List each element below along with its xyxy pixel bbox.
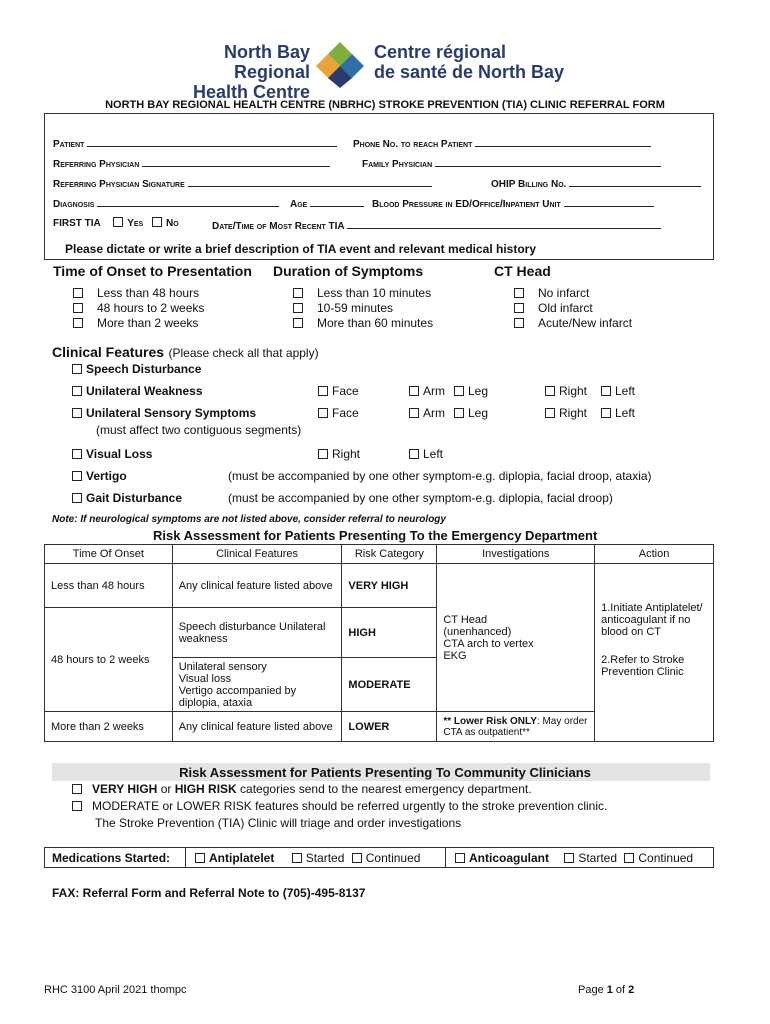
high-risk-text: HIGH RISK [174, 782, 237, 796]
onset-option[interactable] [73, 301, 204, 316]
clinical-title: Clinical Features [52, 344, 165, 360]
checkbox[interactable] [455, 853, 465, 863]
sensory-face[interactable] [318, 406, 359, 420]
option-label: More than 2 weeks [97, 316, 199, 330]
onset-option[interactable] [73, 316, 204, 331]
ohip-label: OHIP Billing No. [491, 179, 567, 190]
sensory-note: (must affect two contiguous segments) [96, 423, 302, 437]
checkbox[interactable] [72, 493, 82, 503]
duration-option[interactable] [293, 316, 433, 331]
checkbox[interactable] [352, 853, 362, 863]
table-cell [437, 712, 595, 742]
sensory-right[interactable] [545, 406, 587, 420]
patient-field[interactable] [87, 136, 337, 147]
page-pre: Page [578, 984, 607, 996]
family-physician-field[interactable] [435, 156, 661, 167]
checkbox[interactable] [454, 408, 464, 418]
checkbox[interactable] [318, 408, 328, 418]
clinical-subtitle: (Please check all that apply) [168, 346, 319, 360]
option-label: Vertigo [86, 469, 127, 483]
sensory-arm[interactable] [409, 406, 445, 420]
table-cell: More than 2 weeks [45, 712, 173, 742]
table-cell: LOWER [342, 712, 437, 742]
option-label: Antiplatelet [209, 851, 275, 865]
checkbox[interactable] [514, 318, 524, 328]
option-label: Visual Loss [86, 447, 153, 461]
table-header: Time Of Onset [45, 545, 173, 564]
checkbox[interactable] [409, 449, 419, 459]
table-row [45, 564, 714, 608]
option-label: Continued [365, 851, 421, 865]
table-cell: HIGH [342, 608, 437, 658]
checkbox[interactable] [72, 449, 82, 459]
option-label: Less than 48 hours [97, 286, 200, 300]
onset-option[interactable] [73, 286, 204, 301]
weakness-face[interactable] [318, 384, 359, 398]
table-cell: MODERATE [342, 658, 437, 712]
bp-field[interactable] [564, 196, 654, 207]
logo-mark-icon [312, 40, 368, 88]
checkbox[interactable] [545, 386, 555, 396]
checkbox[interactable] [564, 853, 574, 863]
checkbox[interactable] [72, 364, 82, 374]
option-label: Speech Disturbance [86, 362, 202, 376]
visual-right[interactable] [318, 447, 360, 461]
ohip-field[interactable] [569, 176, 701, 187]
option-label: MODERATE or LOWER RISK features should be referred urgently to the stroke prevention clinic. [92, 799, 608, 813]
option-label: Arm [423, 384, 445, 398]
ct-title: CT Head [494, 263, 551, 279]
action-2: 2.Refer to Stroke Prevention Clinic [601, 654, 685, 678]
gait-option[interactable] [72, 491, 182, 505]
option-label: Left [615, 406, 636, 420]
action-1: 1.Initiate Antiplatelet/ anticoagulant if no blood on CT [601, 602, 703, 638]
option-label: Face [332, 384, 359, 398]
option-label: Less than 10 minutes [317, 286, 432, 300]
onset-title: Time of Onset to Presentation [53, 263, 252, 279]
duration-title: Duration of Symptoms [273, 263, 424, 279]
weakness-left[interactable] [601, 384, 635, 398]
checkbox[interactable] [73, 288, 83, 298]
diagnosis-field[interactable] [97, 196, 279, 207]
no-label: No [165, 218, 179, 229]
option-label: Right [559, 406, 588, 420]
checkbox[interactable] [624, 853, 634, 863]
checkbox[interactable] [113, 217, 123, 227]
table-cell: Any clinical feature listed above [172, 564, 342, 608]
yes-label: Yes [127, 218, 144, 229]
duration-option[interactable] [293, 301, 433, 316]
org-name-en-1: North Bay Regional [223, 42, 310, 82]
community-title: Risk Assessment for Patients Presenting To Community Clinicians [179, 765, 591, 780]
community-line-3: The Stroke Prevention (TIA) Clinic will triage and order investigations [95, 816, 462, 830]
org-name-fr-1: Centre régional [374, 42, 507, 62]
option-label: Left [423, 447, 444, 461]
option-label: Leg [468, 406, 489, 420]
checkbox[interactable] [409, 408, 419, 418]
community-option-2[interactable] [72, 799, 607, 813]
checkbox[interactable] [195, 853, 205, 863]
logo [160, 40, 620, 102]
weakness-right[interactable] [545, 384, 587, 398]
anticoagulant-started[interactable] [564, 851, 617, 865]
page-of: of [612, 984, 629, 996]
table-cell: Unilateral sensory Visual loss Vertigo accompanied by diplopia, ataxia [172, 658, 342, 712]
ct-option[interactable] [514, 286, 632, 301]
table-header: Investigations [437, 545, 595, 564]
checkbox[interactable] [72, 471, 82, 481]
option-label: Unilateral Sensory Symptoms [86, 406, 257, 420]
lower-risk-bold: ** Lower Risk ONLY [443, 715, 537, 727]
signature-field[interactable] [188, 176, 432, 187]
family-physician-label: Family Physician [362, 159, 433, 170]
first-tia-no[interactable] [152, 218, 179, 229]
checkbox[interactable] [514, 288, 524, 298]
option-label: Unilateral Weakness [86, 384, 203, 398]
checkbox[interactable] [152, 217, 162, 227]
vertigo-note: (must be accompanied by one other symptom-e.g. diplopia, facial droop, ataxia) [228, 469, 652, 483]
patient-label: Patient [53, 139, 85, 150]
ed-risk-table [44, 544, 714, 742]
referring-physician-label: Referring Physician [53, 159, 140, 170]
referring-physician-field[interactable] [142, 156, 330, 167]
gait-note: (must be accompanied by one other symptom-e.g. diplopia, facial droop) [228, 491, 613, 505]
checkbox[interactable] [72, 408, 82, 418]
table-cell: Less than 48 hours [45, 564, 173, 608]
form-title: NORTH BAY REGIONAL HEALTH CENTRE (NBRHC) STROKE PREVENTION (TIA) CLINIC REFERRAL FORM [105, 99, 665, 111]
ct-option[interactable] [514, 301, 632, 316]
sensory-leg[interactable] [454, 406, 488, 420]
page-num: 1 [606, 984, 613, 996]
checkbox[interactable] [318, 386, 328, 396]
page-total: 2 [628, 984, 635, 996]
bp-label: Blood Pressure in ED/Office/Inpatient Unit [372, 199, 561, 210]
first-tia-label: FIRST TIA [53, 218, 101, 229]
phone-label: Phone No. to reach Patient [353, 139, 473, 150]
ct-option[interactable] [514, 316, 632, 331]
option-label: Arm [423, 406, 445, 420]
option-label: More than 60 minutes [317, 316, 434, 330]
option-label: Old infarct [538, 301, 593, 315]
weakness-option[interactable] [72, 384, 203, 398]
or-text: or [157, 782, 175, 796]
diagnosis-label: Diagnosis [53, 199, 95, 210]
anticoagulant-option[interactable] [455, 851, 549, 865]
option-label: No infarct [538, 286, 590, 300]
checkbox[interactable] [293, 303, 303, 313]
checkbox[interactable] [73, 318, 83, 328]
age-field[interactable] [310, 196, 364, 207]
sensory-option[interactable] [72, 406, 256, 420]
page-number [578, 984, 634, 996]
option-label: Started [578, 851, 618, 865]
line1-rest: categories send to the nearest emergency department. [236, 782, 532, 796]
checkbox[interactable] [72, 801, 82, 811]
investigations-cell: CT Head (unenhanced) CTA arch to vertex EKG [437, 564, 595, 712]
antiplatelet-started[interactable] [292, 851, 345, 865]
very-high-text: VERY HIGH [92, 782, 158, 796]
table-cell: VERY HIGH [342, 564, 437, 608]
checkbox[interactable] [409, 386, 419, 396]
table-cell: 48 hours to 2 weeks [45, 608, 173, 712]
table-header-row [45, 545, 714, 564]
option-label: Started [305, 851, 345, 865]
option-label: Face [332, 406, 359, 420]
weakness-leg[interactable] [454, 384, 488, 398]
checkbox[interactable] [293, 318, 303, 328]
option-label: Left [615, 384, 636, 398]
duration-option[interactable] [293, 286, 433, 301]
speech-option[interactable] [72, 362, 201, 376]
phone-field[interactable] [475, 136, 651, 147]
checkbox[interactable] [292, 853, 302, 863]
checkbox[interactable] [318, 449, 328, 459]
weakness-arm[interactable] [409, 384, 445, 398]
checkbox[interactable] [601, 386, 611, 396]
option-label: 48 hours to 2 weeks [97, 301, 205, 315]
checkbox[interactable] [514, 303, 524, 313]
table-header: Risk Category [342, 545, 437, 564]
table-cell: Speech disturbance Unilateral weakness [172, 608, 342, 658]
org-name-fr-2: de santé de North Bay [374, 62, 565, 82]
option-label: Right [332, 447, 361, 461]
dictate-instruction: Please dictate or write a brief description of TIA event and relevant medical history [65, 242, 537, 256]
visual-left[interactable] [409, 447, 443, 461]
checkbox[interactable] [72, 784, 82, 794]
option-label: Anticoagulant [469, 851, 549, 865]
table-header: Clinical Features [172, 545, 342, 564]
action-cell [595, 564, 714, 742]
fax-line: FAX: Referral Form and Referral Note to (705)-495-8137 [52, 886, 366, 900]
ed-title: Risk Assessment for Patients Presenting To the Emergency Department [153, 528, 598, 543]
table-cell: Any clinical feature listed above [172, 712, 342, 742]
checkbox[interactable] [293, 288, 303, 298]
option-label: Acute/New infarct [538, 316, 633, 330]
first-tia-yes[interactable] [113, 218, 143, 229]
recent-tia-field[interactable] [347, 218, 661, 229]
vertigo-option[interactable] [72, 469, 127, 483]
checkbox[interactable] [601, 408, 611, 418]
lower-risk-text: : May order CTA as outpatient** [443, 715, 588, 738]
checkbox[interactable] [454, 386, 464, 396]
antiplatelet-option[interactable] [195, 851, 274, 865]
anticoagulant-continued[interactable] [624, 851, 693, 865]
table-header: Action [595, 545, 714, 564]
option-label: Continued [638, 851, 694, 865]
form-code: RHC 3100 April 2021 thompc [44, 984, 187, 996]
community-option-1[interactable] [72, 782, 532, 796]
recent-tia-label: Date/Time of Most Recent TIA [212, 221, 345, 232]
option-label: 10-59 minutes [317, 301, 394, 315]
checkbox[interactable] [545, 408, 555, 418]
signature-label: Referring Physician Signature [53, 179, 185, 190]
checkbox[interactable] [73, 303, 83, 313]
antiplatelet-continued[interactable] [352, 851, 421, 865]
option-label: Gait Disturbance [86, 491, 183, 505]
age-label: Age [290, 199, 308, 210]
medications-label: Medications Started: [52, 851, 171, 865]
visual-option[interactable] [72, 447, 152, 461]
option-label: Right [559, 384, 588, 398]
org-name-en-2: Health Centre [192, 82, 310, 102]
option-label: Leg [468, 384, 489, 398]
neurology-note: Note: If neurological symptoms are not listed above, consider referral to neurology [52, 514, 446, 525]
checkbox[interactable] [72, 386, 82, 396]
sensory-left[interactable] [601, 406, 635, 420]
